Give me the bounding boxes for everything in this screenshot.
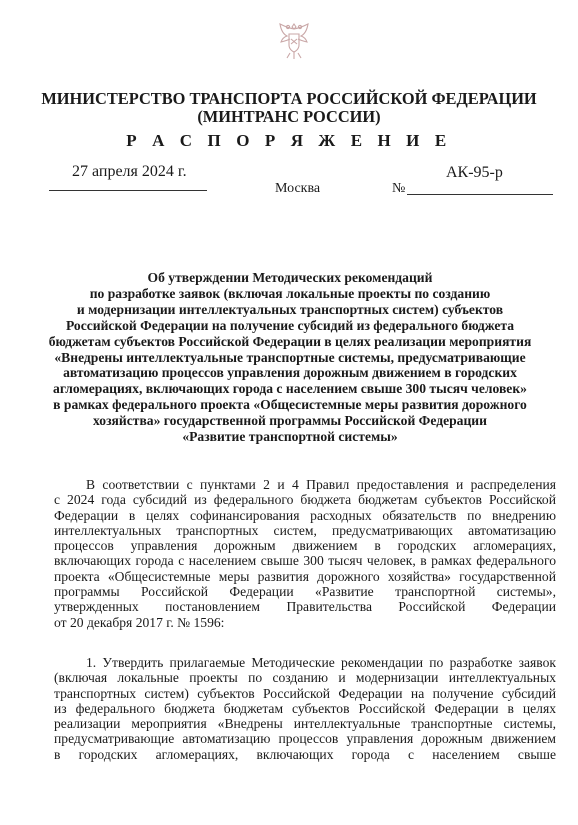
text-line: программы Российской Федерации «Развитие транспортной системы», [54,584,556,600]
text-line: процессов управления дорожным движением в городских агломерациях, [54,538,556,554]
clause-1-paragraph [54,655,556,762]
ministry-name [0,90,578,126]
text-line: 1. Утвердить прилагаемые Методические рекомендации по разработке заявок [86,655,556,670]
document-type: Р А С П О Р Я Ж Е Н И Е [126,131,452,150]
title-line: агломерациях, включающих города с населением свыше 300 тысяч человек» [53,381,527,397]
number-underline [407,194,553,195]
text-line: из федерального бюджета бюджетам субъектов Российской Федерации в целях [54,700,556,716]
document-title [30,270,550,445]
title-line: бюджетам субъектов Российской Федерации в целях реализации мероприятия [48,333,532,349]
title-line: автоматизацию процессов управления дорожным движением в городских [63,365,517,381]
text-line: интеллектуальных транспортных систем, предусматривающих автоматизацию [54,522,556,538]
title-line: и модернизации интеллектуальных транспортных систем) субъектов [76,301,504,317]
text-line: в городских агломерациях, включающих города с населением свыше [54,746,556,762]
text-line: от 20 декабря 2017 г. № 1596: [54,614,225,630]
ministry-short-name: (МИНТРАНС РОССИИ) [197,107,381,126]
text-line: транспортных систем) субъектов Российской Федерации на получение субсидий [54,685,556,701]
title-line: по разработке заявок (включая локальные проекты по созданию [89,285,491,301]
title-line: «Внедрены интеллектуальные транспортные системы, предусматривающие [54,349,526,365]
text-line: предусматривающие автоматизацию процессов управления дорожным движением [54,731,556,747]
coat-of-arms-icon [277,20,311,62]
text-line: Федерации в целях софинансирования расходных обязательств по внедрению [54,507,556,523]
text-line: включающих города с населением свыше 300 тысяч человек, в рамках федерального [54,553,556,569]
text-line: В соответствии с пунктами 2 и 4 Правил предоставления и распределения [86,477,556,492]
title-line: «Развитие транспортной системы» [182,429,398,445]
title-line: Об утверждении Методических рекомендаций [147,270,433,285]
text-line: (включая локальные проекты по созданию и модернизации интеллектуальных [54,670,556,686]
preamble-paragraph [54,477,556,630]
ministry-name-line: МИНИСТЕРСТВО ТРАНСПОРТА РОССИЙСКОЙ ФЕДЕРАЦИИ [41,89,537,108]
text-line: реализации мероприятия «Внедрены интеллектуальные транспортные системы, [54,716,556,732]
date-underline [49,190,207,191]
document-date: 27 апреля 2024 г. [72,163,187,180]
number-sign: № [392,181,406,196]
title-line: в рамках федерального проекта «Общесистемные меры развития дорожного [53,397,527,413]
text-line: проекта «Общесистемные меры развития дорожного хозяйства» государственной [54,568,556,584]
title-line: Российской Федерации на получение субсидий из федерального бюджета [65,317,515,333]
document-city: Москва [275,181,321,196]
text-line: утвержденных постановлением Правительства Российской Федерации [54,599,556,615]
text-line: с 2024 года субсидий из федерального бюджета бюджетам субъектов Российской [54,492,556,508]
title-line: хозяйства» государственной программы Российской Федерации [93,413,487,429]
document-number: АК-95-р [446,164,503,181]
